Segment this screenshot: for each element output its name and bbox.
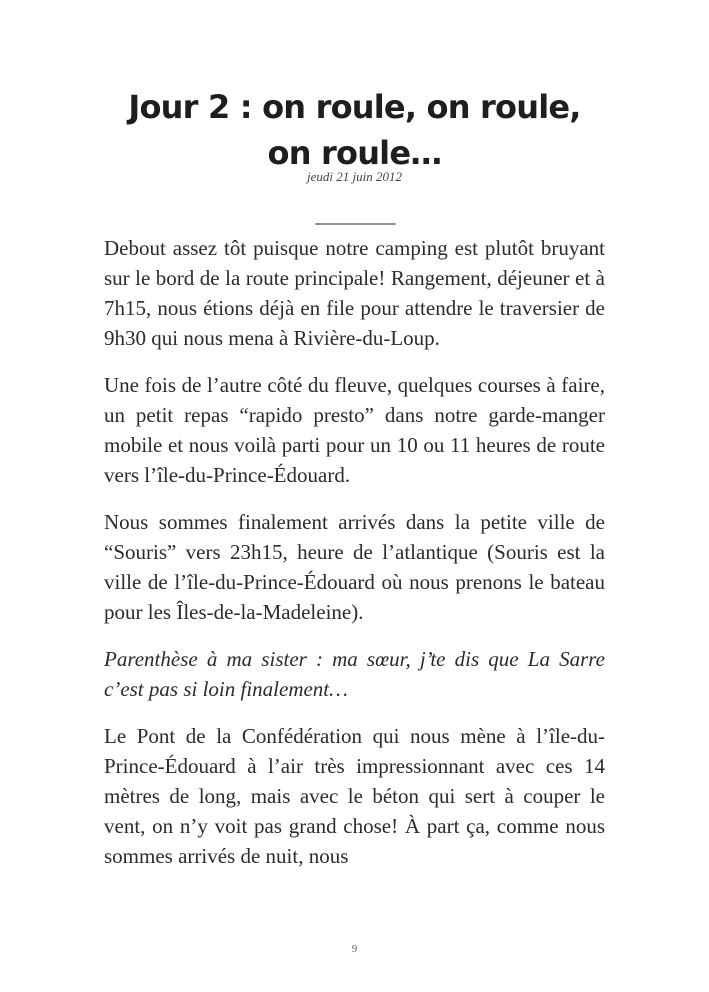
post-date: jeudi 21 juin 2012 (307, 169, 402, 184)
italic-aside-paragraph: Parenthèse à ma sister : ma sœur, j’te dis que La Sarre c’est pas si loin finalement… (104, 647, 605, 701)
paragraph: Debout assez tôt puisque notre camping est plutôt bruyant sur le bord de la route principale! Rangement, déjeuner et à 7h15, nous étions déjà en file pour attendre le traversier de 9h30 qui nous mena à Rivière-du-Loup. (104, 236, 605, 350)
paragraph: Nous sommes finalement arrivés dans la petite ville de “Souris” vers 23h15, heure de l’atlantique (Souris est la ville de l’île-du-Prince-Édouard où nous prenons le bateau pour les Îles-de-la-Madeleine). (104, 510, 605, 624)
title-separator: ________ (315, 205, 396, 227)
page-number: 9 (351, 943, 358, 955)
paragraph: Le Pont de la Confédération qui nous mène à l’île-du-Prince-Édouard à l’air très impressionnant avec ces 14 mètres de long, mais avec le béton qui sert à couper le vent, on n’y voit pas grand chose! À part ça, comme nous sommes arrivés de nuit, nous (104, 724, 605, 868)
page-title: Jour 2 : on roule, on roule, on roule… (128, 88, 581, 172)
article-body (104, 233, 605, 888)
paragraph: Une fois de l’autre côté du fleuve, quelques courses à faire, un petit repas “rapido presto” dans notre garde-manger mobile et nous voilà parti pour un 10 ou 11 heures de route vers l’île-du-Prince-Édouard. (104, 373, 605, 487)
